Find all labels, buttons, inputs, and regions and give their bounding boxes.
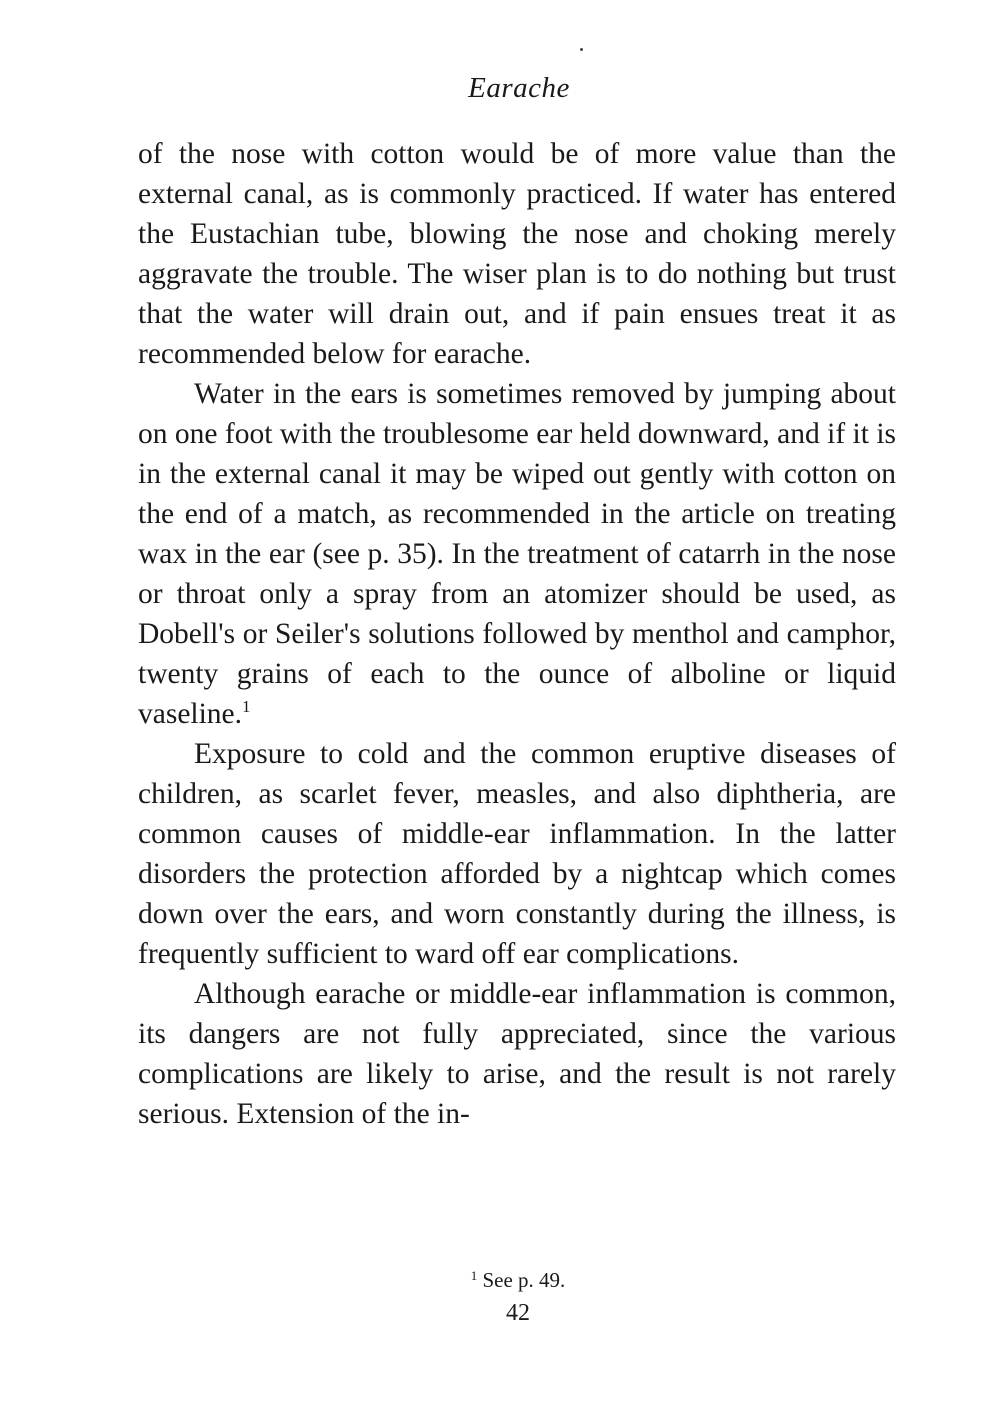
paragraph-text: Exposure to cold and the common eruptive diseases of children, as scarlet fever, measles, and also diphtheria, are common causes of middle-ear inflammation. In the latter disorders the protection afforded by a nightcap which comes down over the ears, and worn constantly during the illness, is frequently sufficient to ward off ear complications.	[138, 738, 896, 970]
print-speck	[580, 48, 583, 51]
paragraph-earache-dangers	[138, 974, 896, 1134]
paragraph-text: of the nose with cotton would be of more value than the external canal, as is commonly practiced. If water has entered the Eustachian tube, blowing the nose and choking merely aggravate the trouble. The wiser plan is to do nothing but trust that the water will drain out, and if pain ensues treat it as recommended below for earache.	[138, 138, 896, 370]
footnote-marker: 1	[470, 1268, 478, 1283]
paragraph-continuation	[138, 134, 896, 374]
footnote	[0, 1266, 1000, 1294]
body-text	[138, 134, 896, 1134]
footnote-text: See p. 49.	[482, 1268, 566, 1292]
paragraph-water-in-ears	[138, 374, 896, 734]
paragraph-text: Water in the ears is sometimes removed by jumping about on one foot with the troublesome ear held downward, and if it is in the external canal it may be wiped out gently with cotton on the end of a match, as recommended in the article on treating wax in the ear (see p. 35). In the treatment of catarrh in the nose or throat only a spray from an atomizer should be used, as Dobell's or Seiler's solutions followed by menthol and camphor, twenty grains of each to the ounce of alboline or liquid vaseline.	[138, 378, 896, 730]
page-number: 42	[506, 1300, 530, 1326]
running-head: Earache	[468, 72, 570, 104]
paragraph-exposure-to-cold	[138, 734, 896, 974]
footnote-reference: 1	[242, 697, 251, 716]
paragraph-text: Although earache or middle-ear inflammation is common, its dangers are not fully appreciated, since the various complications are likely to arise, and the result is not rarely serious. Extension of the in-	[138, 978, 896, 1130]
